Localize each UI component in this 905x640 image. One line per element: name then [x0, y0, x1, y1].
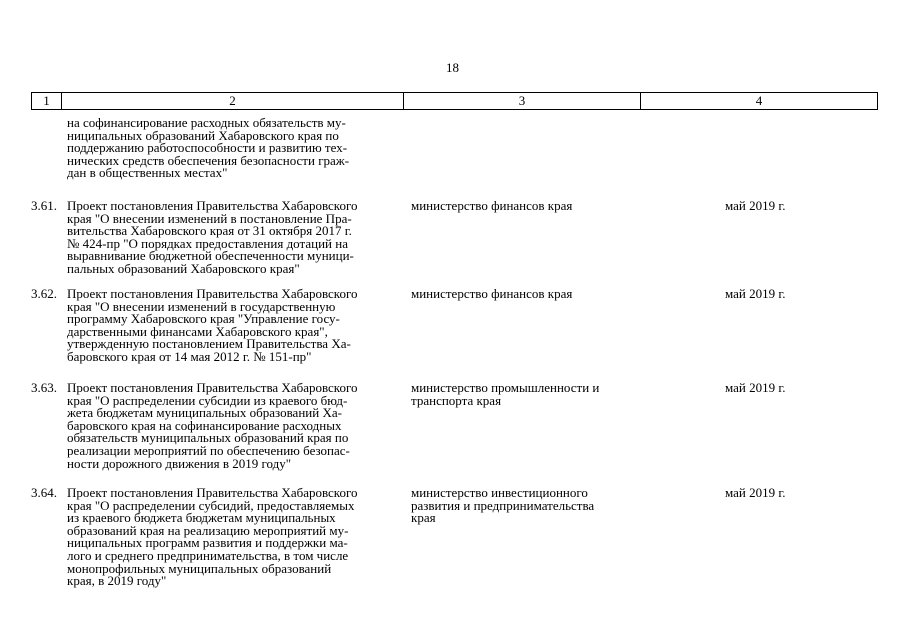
column-header-1: 1	[32, 93, 62, 110]
table-body	[31, 117, 877, 597]
column-header-table	[31, 92, 878, 110]
column-header-row	[32, 93, 878, 110]
row-term: май 2019 г.	[725, 485, 786, 500]
row-title: Проект постановления Правительства Хабаровского края "О внесении изменений в государственную программу Хабаровского края "Управление госу- дарственными финансами Хабаровского края", утвержденную постановлением Правительства Ха- баровского края от 14 мая 2012 г. № 151-пр"	[67, 286, 358, 364]
page-number: 18	[446, 60, 459, 75]
row-title: на софинансирование расходных обязательств му- ниципальных образований Хабаровского края по поддержанию работоспособности и развитию тех- нических средств обеспечения безопасности граж- дан в общественных местах"	[67, 115, 350, 181]
row-term: май 2019 г.	[725, 286, 786, 301]
row-term: май 2019 г.	[725, 198, 786, 213]
row-number: 3.61.	[31, 198, 57, 213]
column-header-4: 4	[641, 93, 878, 110]
table-row	[31, 117, 877, 200]
row-title: Проект постановления Правительства Хабаровского края "О внесении изменений в постановление Пра- вительства Хабаровского края от 31 октября 2017 г. № 424-пр "О порядках предоставления дотаций на выравнивание бюджетной обеспеченности муници- пальных образований Хабаровского края"	[67, 198, 358, 276]
row-title: Проект постановления Правительства Хабаровского края "О распределении субсидий, предоставляемых из краевого бюджета бюджетам муниципальных образований края на реализацию мероприятий му- ниципальных программ развития и поддержки ма- лого и среднего предпринимательства, в том числе монопрофильных муниципальных образований края, в 2019 году"	[67, 485, 358, 589]
row-executor: министерство инвестиционного развития и предпринимательства края	[411, 485, 595, 526]
row-number: 3.64.	[31, 485, 57, 500]
column-header-2: 2	[62, 93, 404, 110]
row-number: 3.63.	[31, 380, 57, 395]
column-header-3: 3	[404, 93, 641, 110]
row-number: 3.62.	[31, 286, 57, 301]
row-executor: министерство финансов края	[411, 286, 573, 301]
row-title: Проект постановления Правительства Хабаровского края "О распределении субсидии из краевого бюд- жета бюджетам муниципальных образований Ха- баровского края на софинансирование расходных обязательств муниципальных образований края по реализации мероприятий по обеспечению безопас- ности дорожного движения в 2019 году"	[67, 380, 358, 471]
row-executor: министерство финансов края	[411, 198, 573, 213]
table-row	[31, 382, 877, 487]
row-term: май 2019 г.	[725, 380, 786, 395]
table-row	[31, 288, 877, 382]
table-row	[31, 487, 877, 597]
row-executor: министерство промышленности и транспорта края	[411, 380, 600, 408]
table-row	[31, 200, 877, 288]
